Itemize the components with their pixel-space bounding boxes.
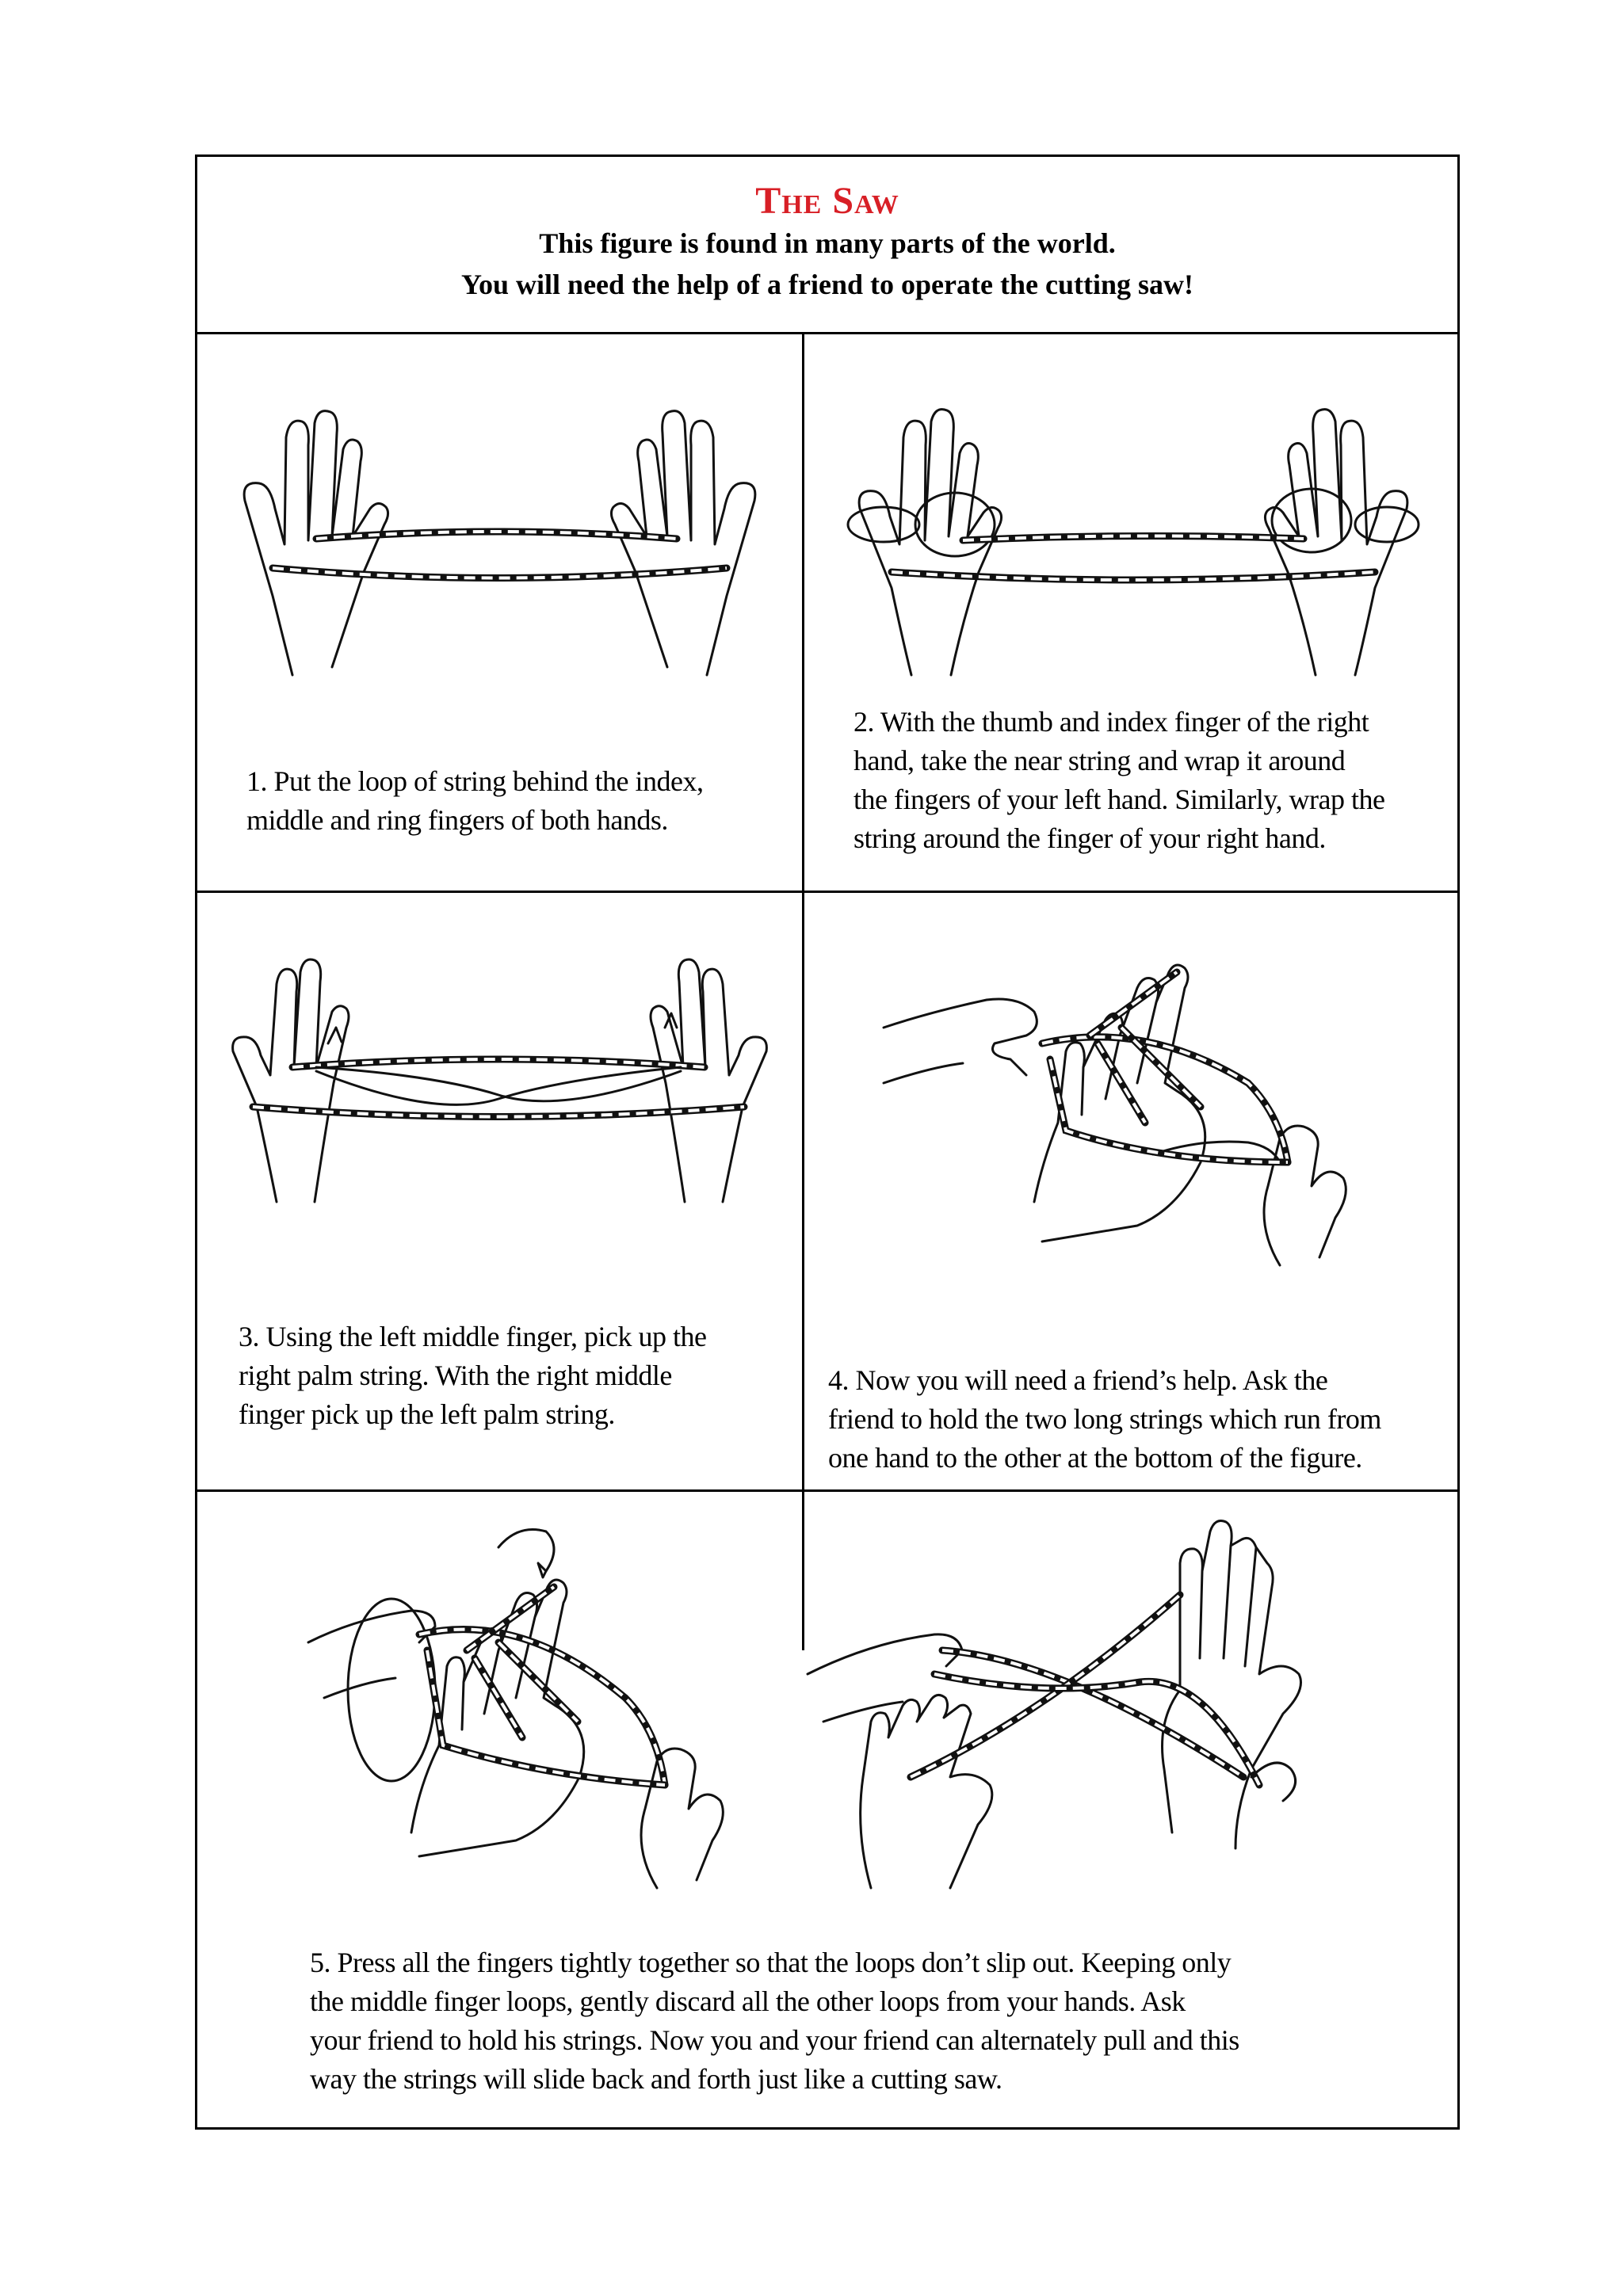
caption-line: the middle finger loops, gently discard all the other loops from your hands. Ask xyxy=(310,1985,1186,2017)
caption-line: finger pick up the left palm string. xyxy=(239,1398,615,1430)
caption-line: the fingers of your left hand. Similarly, wrap the xyxy=(854,784,1385,815)
header xyxy=(197,157,1457,334)
caption-line: way the strings will slide back and forth just like a cutting saw. xyxy=(310,2063,1002,2095)
page-title: The Saw xyxy=(755,180,899,222)
step-1-caption xyxy=(246,762,703,840)
caption-line: 3. Using the left middle finger, pick up the xyxy=(239,1321,707,1352)
caption-line: 4. Now you will need a friend’s help. Ask the xyxy=(828,1364,1328,1396)
step-5-caption xyxy=(310,1943,1239,2099)
caption-line: 5. Press all the fingers tightly together so that the loops don’t slip out. Keeping only xyxy=(310,1947,1232,1978)
step-4-caption xyxy=(828,1361,1381,1478)
step-5-panel xyxy=(197,1492,1462,2132)
step-4-panel xyxy=(804,893,1462,1489)
step-2-illustration xyxy=(804,406,1462,691)
caption-line: 1. Put the loop of string behind the index, xyxy=(246,765,704,797)
caption-line: friend to hold the two long strings which run from xyxy=(828,1403,1381,1435)
step-3-illustration xyxy=(197,948,802,1210)
step-1-panel xyxy=(197,334,802,891)
caption-line: middle and ring fingers of both hands. xyxy=(246,804,668,836)
step-3-panel xyxy=(197,893,802,1489)
subtitle-line-2: You will need the help of a friend to operate the cutting saw! xyxy=(461,269,1193,300)
caption-line: 2. With the thumb and index finger of the right xyxy=(854,706,1369,738)
step-2-panel xyxy=(804,334,1462,891)
step-3-caption xyxy=(239,1318,706,1434)
caption-line: string around the finger of your right hand. xyxy=(854,822,1326,854)
caption-line: hand, take the near string and wrap it around xyxy=(854,745,1346,776)
step-1-illustration xyxy=(197,406,802,691)
step-5-illustration-right xyxy=(808,1516,1331,1896)
caption-line: one hand to the other at the bottom of the figure. xyxy=(828,1442,1362,1474)
step-2-caption xyxy=(854,703,1384,858)
caption-line: your friend to hold his strings. Now you and your friend can alternately pull and this xyxy=(310,2024,1239,2056)
instruction-sheet xyxy=(195,154,1460,2130)
step-4-illustration xyxy=(804,925,1462,1297)
caption-line: right palm string. With the right middle xyxy=(239,1360,672,1391)
step-5-illustration-left xyxy=(308,1516,752,1896)
subtitle-line-1: This figure is found in many parts of the world. xyxy=(539,227,1116,259)
